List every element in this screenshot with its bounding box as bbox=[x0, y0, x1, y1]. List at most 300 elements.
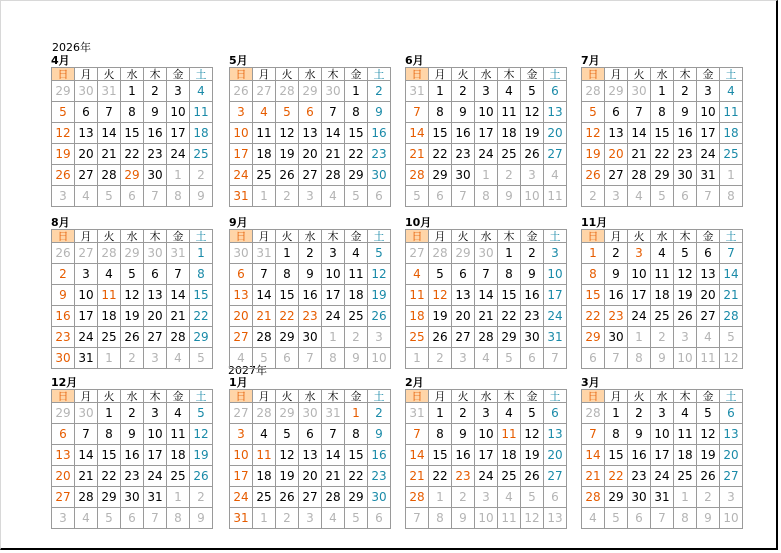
day-cell: 21 bbox=[582, 466, 605, 487]
next-month-day: 6 bbox=[544, 487, 567, 508]
day-cell: 27 bbox=[75, 165, 98, 186]
week-row bbox=[52, 285, 213, 306]
weekday-header: 月 bbox=[253, 390, 276, 403]
week-row bbox=[52, 306, 213, 327]
weekday-header: 木 bbox=[144, 390, 167, 403]
next-month-day: 6 bbox=[368, 508, 391, 529]
day-cell: 2 bbox=[299, 243, 322, 264]
next-month-day: 9 bbox=[651, 348, 674, 369]
week-row bbox=[406, 327, 567, 348]
next-month-day: 7 bbox=[406, 508, 429, 529]
weekday-header: 金 bbox=[167, 390, 190, 403]
day-cell: 22 bbox=[498, 306, 521, 327]
day-cell: 25 bbox=[651, 306, 674, 327]
week-row bbox=[230, 424, 391, 445]
day-cell: 24 bbox=[75, 327, 98, 348]
day-cell: 15 bbox=[345, 445, 368, 466]
week-row bbox=[52, 165, 213, 186]
month-label: 5月 bbox=[229, 54, 248, 67]
next-month-day: 1 bbox=[322, 327, 345, 348]
week-row bbox=[52, 487, 213, 508]
next-month-day: 6 bbox=[121, 186, 144, 207]
prev-month-day: 29 bbox=[121, 243, 144, 264]
day-cell: 27 bbox=[697, 306, 720, 327]
week-row bbox=[230, 144, 391, 165]
week-row bbox=[52, 403, 213, 424]
day-cell: 14 bbox=[406, 123, 429, 144]
day-cell: 1 bbox=[190, 243, 213, 264]
day-cell: 6 bbox=[544, 403, 567, 424]
day-cell: 23 bbox=[368, 466, 391, 487]
week-row bbox=[230, 123, 391, 144]
next-month-day: 1 bbox=[167, 487, 190, 508]
day-cell: 16 bbox=[521, 285, 544, 306]
day-cell: 18 bbox=[98, 306, 121, 327]
day-cell: 7 bbox=[475, 264, 498, 285]
day-cell: 13 bbox=[52, 445, 75, 466]
week-row bbox=[406, 102, 567, 123]
week-row bbox=[582, 327, 743, 348]
weekday-header: 金 bbox=[345, 230, 368, 243]
weekday-header: 金 bbox=[521, 230, 544, 243]
day-cell: 4 bbox=[674, 403, 697, 424]
day-cell: 8 bbox=[121, 102, 144, 123]
day-cell: 5 bbox=[521, 81, 544, 102]
day-cell: 28 bbox=[98, 165, 121, 186]
day-cell: 23 bbox=[452, 466, 475, 487]
day-cell: 22 bbox=[429, 466, 452, 487]
week-row bbox=[52, 186, 213, 207]
next-month-day: 7 bbox=[144, 508, 167, 529]
weekday-header: 火 bbox=[628, 68, 651, 81]
day-cell: 18 bbox=[253, 466, 276, 487]
day-cell: 16 bbox=[121, 445, 144, 466]
day-cell: 21 bbox=[75, 466, 98, 487]
day-cell: 30 bbox=[368, 165, 391, 186]
day-cell: 5 bbox=[674, 243, 697, 264]
day-cell: 5 bbox=[582, 102, 605, 123]
day-cell: 24 bbox=[475, 466, 498, 487]
day-cell: 30 bbox=[452, 165, 475, 186]
weekday-header: 木 bbox=[144, 68, 167, 81]
day-cell: 5 bbox=[368, 243, 391, 264]
day-cell: 29 bbox=[98, 487, 121, 508]
day-cell: 4 bbox=[190, 81, 213, 102]
weekday-header: 木 bbox=[322, 390, 345, 403]
next-month-day: 6 bbox=[276, 348, 299, 369]
week-row bbox=[582, 165, 743, 186]
day-cell: 19 bbox=[697, 445, 720, 466]
day-cell: 8 bbox=[345, 424, 368, 445]
day-cell: 31 bbox=[651, 487, 674, 508]
day-cell: 9 bbox=[628, 424, 651, 445]
prev-month-day: 27 bbox=[75, 243, 98, 264]
week-row bbox=[582, 424, 743, 445]
day-cell: 14 bbox=[167, 285, 190, 306]
day-cell: 8 bbox=[582, 264, 605, 285]
week-row bbox=[582, 81, 743, 102]
week-row bbox=[582, 466, 743, 487]
month-grid bbox=[229, 229, 391, 369]
day-cell: 6 bbox=[720, 403, 743, 424]
weekday-header: 金 bbox=[167, 230, 190, 243]
day-cell: 28 bbox=[628, 165, 651, 186]
day-cell: 9 bbox=[144, 102, 167, 123]
next-month-day: 7 bbox=[144, 186, 167, 207]
day-cell: 21 bbox=[253, 306, 276, 327]
day-cell: 7 bbox=[406, 424, 429, 445]
day-cell: 27 bbox=[299, 487, 322, 508]
day-cell: 29 bbox=[498, 327, 521, 348]
next-month-day: 8 bbox=[674, 508, 697, 529]
day-cell: 28 bbox=[75, 487, 98, 508]
day-cell: 3 bbox=[475, 81, 498, 102]
day-cell: 29 bbox=[121, 165, 144, 186]
weekday-header: 日 bbox=[230, 68, 253, 81]
next-month-day: 8 bbox=[322, 348, 345, 369]
day-cell: 29 bbox=[605, 487, 628, 508]
day-cell: 22 bbox=[429, 144, 452, 165]
day-cell: 22 bbox=[605, 466, 628, 487]
next-month-day: 3 bbox=[368, 327, 391, 348]
next-month-day: 11 bbox=[544, 186, 567, 207]
next-month-day: 2 bbox=[121, 348, 144, 369]
weekday-header: 日 bbox=[582, 230, 605, 243]
week-row bbox=[582, 186, 743, 207]
day-cell: 1 bbox=[121, 81, 144, 102]
day-cell: 13 bbox=[720, 424, 743, 445]
day-cell: 2 bbox=[628, 403, 651, 424]
day-cell: 29 bbox=[582, 327, 605, 348]
weekday-header: 土 bbox=[720, 390, 743, 403]
day-cell: 10 bbox=[475, 424, 498, 445]
day-cell: 3 bbox=[144, 403, 167, 424]
prev-month-day: 30 bbox=[322, 81, 345, 102]
week-row bbox=[52, 466, 213, 487]
weekday-header: 水 bbox=[121, 390, 144, 403]
next-month-day: 8 bbox=[720, 186, 743, 207]
week-row bbox=[582, 306, 743, 327]
day-cell: 9 bbox=[299, 264, 322, 285]
weekday-header: 金 bbox=[697, 390, 720, 403]
next-month-day: 5 bbox=[498, 348, 521, 369]
day-cell: 9 bbox=[452, 424, 475, 445]
week-row bbox=[406, 348, 567, 369]
day-cell: 3 bbox=[75, 264, 98, 285]
next-month-day: 4 bbox=[167, 348, 190, 369]
day-cell: 14 bbox=[720, 264, 743, 285]
day-cell: 2 bbox=[605, 243, 628, 264]
day-cell: 3 bbox=[628, 243, 651, 264]
day-cell: 31 bbox=[144, 487, 167, 508]
weekday-header: 火 bbox=[276, 230, 299, 243]
day-cell: 28 bbox=[322, 165, 345, 186]
day-cell: 8 bbox=[345, 102, 368, 123]
day-cell: 20 bbox=[720, 445, 743, 466]
week-row bbox=[406, 144, 567, 165]
day-cell: 1 bbox=[345, 81, 368, 102]
week-row bbox=[230, 403, 391, 424]
next-month-day: 2 bbox=[582, 186, 605, 207]
day-cell: 12 bbox=[697, 424, 720, 445]
day-cell: 8 bbox=[276, 264, 299, 285]
week-row bbox=[406, 186, 567, 207]
prev-month-day: 27 bbox=[230, 403, 253, 424]
week-row bbox=[406, 123, 567, 144]
weekday-header: 火 bbox=[628, 390, 651, 403]
day-cell: 17 bbox=[697, 123, 720, 144]
day-cell: 25 bbox=[253, 487, 276, 508]
day-cell: 7 bbox=[75, 424, 98, 445]
month-grid bbox=[405, 389, 567, 529]
week-row bbox=[582, 285, 743, 306]
weekday-header: 木 bbox=[322, 230, 345, 243]
next-month-day: 6 bbox=[368, 186, 391, 207]
week-row bbox=[230, 466, 391, 487]
day-cell: 2 bbox=[452, 403, 475, 424]
next-month-day: 9 bbox=[498, 186, 521, 207]
day-cell: 24 bbox=[230, 487, 253, 508]
weekday-header: 水 bbox=[651, 68, 674, 81]
day-cell: 9 bbox=[121, 424, 144, 445]
day-cell: 19 bbox=[52, 144, 75, 165]
next-month-day: 5 bbox=[720, 327, 743, 348]
day-cell: 22 bbox=[190, 306, 213, 327]
day-cell: 11 bbox=[406, 285, 429, 306]
month-label: 6月 bbox=[405, 54, 424, 67]
day-cell: 26 bbox=[429, 327, 452, 348]
week-row bbox=[582, 243, 743, 264]
prev-month-day: 28 bbox=[429, 243, 452, 264]
next-month-day: 3 bbox=[674, 327, 697, 348]
day-cell: 18 bbox=[190, 123, 213, 144]
prev-month-day: 31 bbox=[406, 81, 429, 102]
next-month-day: 1 bbox=[253, 508, 276, 529]
month-block bbox=[229, 216, 387, 369]
week-row bbox=[230, 348, 391, 369]
month-label: 10月 bbox=[405, 216, 432, 229]
day-cell: 8 bbox=[651, 102, 674, 123]
day-cell: 26 bbox=[697, 466, 720, 487]
day-cell: 6 bbox=[144, 264, 167, 285]
prev-month-day: 26 bbox=[52, 243, 75, 264]
weekday-header: 月 bbox=[253, 230, 276, 243]
day-cell: 30 bbox=[52, 348, 75, 369]
next-month-day: 9 bbox=[190, 508, 213, 529]
week-row bbox=[52, 508, 213, 529]
prev-month-day: 29 bbox=[299, 81, 322, 102]
day-cell: 18 bbox=[720, 123, 743, 144]
day-cell: 10 bbox=[167, 102, 190, 123]
month-block bbox=[51, 54, 209, 207]
day-cell: 12 bbox=[582, 123, 605, 144]
day-cell: 6 bbox=[230, 264, 253, 285]
day-cell: 5 bbox=[190, 403, 213, 424]
week-row bbox=[52, 102, 213, 123]
day-cell: 20 bbox=[697, 285, 720, 306]
day-cell: 18 bbox=[345, 285, 368, 306]
weekday-header: 月 bbox=[605, 230, 628, 243]
day-cell: 11 bbox=[498, 424, 521, 445]
day-cell: 2 bbox=[452, 81, 475, 102]
next-month-day: 5 bbox=[605, 508, 628, 529]
day-cell: 18 bbox=[253, 144, 276, 165]
weekday-header: 水 bbox=[651, 390, 674, 403]
day-cell: 10 bbox=[697, 102, 720, 123]
day-cell: 26 bbox=[368, 306, 391, 327]
day-cell: 15 bbox=[190, 285, 213, 306]
day-cell: 2 bbox=[121, 403, 144, 424]
next-month-day: 6 bbox=[521, 348, 544, 369]
day-cell: 6 bbox=[299, 102, 322, 123]
day-cell: 11 bbox=[98, 285, 121, 306]
next-month-day: 4 bbox=[322, 186, 345, 207]
prev-month-day: 29 bbox=[276, 403, 299, 424]
day-cell: 15 bbox=[276, 285, 299, 306]
day-cell: 20 bbox=[544, 445, 567, 466]
weekday-header: 水 bbox=[475, 68, 498, 81]
day-cell: 28 bbox=[720, 306, 743, 327]
weekday-header: 火 bbox=[276, 68, 299, 81]
day-cell: 25 bbox=[674, 466, 697, 487]
week-row bbox=[406, 264, 567, 285]
weekday-header: 火 bbox=[452, 390, 475, 403]
day-cell: 13 bbox=[544, 424, 567, 445]
month-block bbox=[229, 376, 387, 529]
next-month-day: 8 bbox=[475, 186, 498, 207]
day-cell: 23 bbox=[121, 466, 144, 487]
day-cell: 20 bbox=[299, 466, 322, 487]
day-cell: 25 bbox=[253, 165, 276, 186]
day-cell: 10 bbox=[475, 102, 498, 123]
weekday-header: 日 bbox=[52, 68, 75, 81]
day-cell: 24 bbox=[475, 144, 498, 165]
day-cell: 4 bbox=[98, 264, 121, 285]
weekday-header: 火 bbox=[628, 230, 651, 243]
prev-month-day: 30 bbox=[299, 403, 322, 424]
day-cell: 12 bbox=[190, 424, 213, 445]
prev-month-day: 31 bbox=[167, 243, 190, 264]
day-cell: 25 bbox=[406, 327, 429, 348]
next-month-day: 1 bbox=[98, 348, 121, 369]
next-month-day: 3 bbox=[144, 348, 167, 369]
day-cell: 24 bbox=[628, 306, 651, 327]
day-cell: 24 bbox=[322, 306, 345, 327]
month-label: 8月 bbox=[51, 216, 70, 229]
next-month-day: 5 bbox=[98, 508, 121, 529]
month-label: 9月 bbox=[229, 216, 248, 229]
day-cell: 6 bbox=[697, 243, 720, 264]
day-cell: 25 bbox=[98, 327, 121, 348]
next-month-day: 7 bbox=[697, 186, 720, 207]
day-cell: 20 bbox=[75, 144, 98, 165]
day-cell: 8 bbox=[190, 264, 213, 285]
month-grid bbox=[229, 389, 391, 529]
weekday-header: 火 bbox=[98, 230, 121, 243]
day-cell: 12 bbox=[521, 102, 544, 123]
prev-month-day: 29 bbox=[52, 403, 75, 424]
day-cell: 2 bbox=[368, 81, 391, 102]
month-block bbox=[405, 216, 563, 369]
day-cell: 12 bbox=[521, 424, 544, 445]
next-month-day: 8 bbox=[167, 186, 190, 207]
weekday-header: 金 bbox=[167, 68, 190, 81]
next-month-day: 3 bbox=[452, 348, 475, 369]
day-cell: 30 bbox=[121, 487, 144, 508]
day-cell: 5 bbox=[276, 102, 299, 123]
next-month-day: 1 bbox=[406, 348, 429, 369]
day-cell: 17 bbox=[230, 144, 253, 165]
day-cell: 3 bbox=[544, 243, 567, 264]
day-cell: 1 bbox=[345, 403, 368, 424]
next-month-day: 7 bbox=[651, 508, 674, 529]
week-row bbox=[230, 487, 391, 508]
week-row bbox=[582, 102, 743, 123]
day-cell: 9 bbox=[452, 102, 475, 123]
day-cell: 18 bbox=[674, 445, 697, 466]
weekday-header: 木 bbox=[498, 230, 521, 243]
day-cell: 19 bbox=[521, 445, 544, 466]
weekday-header: 土 bbox=[368, 68, 391, 81]
month-block bbox=[229, 54, 387, 207]
prev-month-day: 29 bbox=[452, 243, 475, 264]
day-cell: 21 bbox=[475, 306, 498, 327]
next-month-day: 12 bbox=[720, 348, 743, 369]
day-cell: 30 bbox=[674, 165, 697, 186]
week-row bbox=[230, 306, 391, 327]
weekday-header: 土 bbox=[544, 390, 567, 403]
next-month-day: 6 bbox=[429, 186, 452, 207]
next-month-day: 1 bbox=[475, 165, 498, 186]
day-cell: 6 bbox=[299, 424, 322, 445]
day-cell: 5 bbox=[276, 424, 299, 445]
day-cell: 1 bbox=[498, 243, 521, 264]
day-cell: 23 bbox=[144, 144, 167, 165]
day-cell: 25 bbox=[498, 144, 521, 165]
day-cell: 22 bbox=[651, 144, 674, 165]
week-row bbox=[582, 144, 743, 165]
next-month-day: 9 bbox=[452, 508, 475, 529]
next-month-day: 8 bbox=[628, 348, 651, 369]
day-cell: 28 bbox=[475, 327, 498, 348]
day-cell: 29 bbox=[345, 487, 368, 508]
day-cell: 9 bbox=[368, 102, 391, 123]
day-cell: 14 bbox=[475, 285, 498, 306]
day-cell: 12 bbox=[276, 445, 299, 466]
weekday-header: 土 bbox=[544, 230, 567, 243]
weekday-header: 土 bbox=[190, 390, 213, 403]
month-grid bbox=[229, 67, 391, 207]
day-cell: 11 bbox=[498, 102, 521, 123]
day-cell: 24 bbox=[144, 466, 167, 487]
day-cell: 11 bbox=[674, 424, 697, 445]
day-cell: 9 bbox=[674, 102, 697, 123]
day-cell: 19 bbox=[276, 466, 299, 487]
day-cell: 31 bbox=[697, 165, 720, 186]
next-month-day: 9 bbox=[345, 348, 368, 369]
next-month-day: 3 bbox=[720, 487, 743, 508]
next-month-day: 2 bbox=[651, 327, 674, 348]
next-month-day: 5 bbox=[98, 186, 121, 207]
day-cell: 2 bbox=[521, 243, 544, 264]
weekday-header: 日 bbox=[230, 390, 253, 403]
day-cell: 3 bbox=[230, 102, 253, 123]
day-cell: 18 bbox=[167, 445, 190, 466]
day-cell: 4 bbox=[167, 403, 190, 424]
day-cell: 12 bbox=[121, 285, 144, 306]
day-cell: 21 bbox=[406, 466, 429, 487]
next-month-day: 8 bbox=[429, 508, 452, 529]
